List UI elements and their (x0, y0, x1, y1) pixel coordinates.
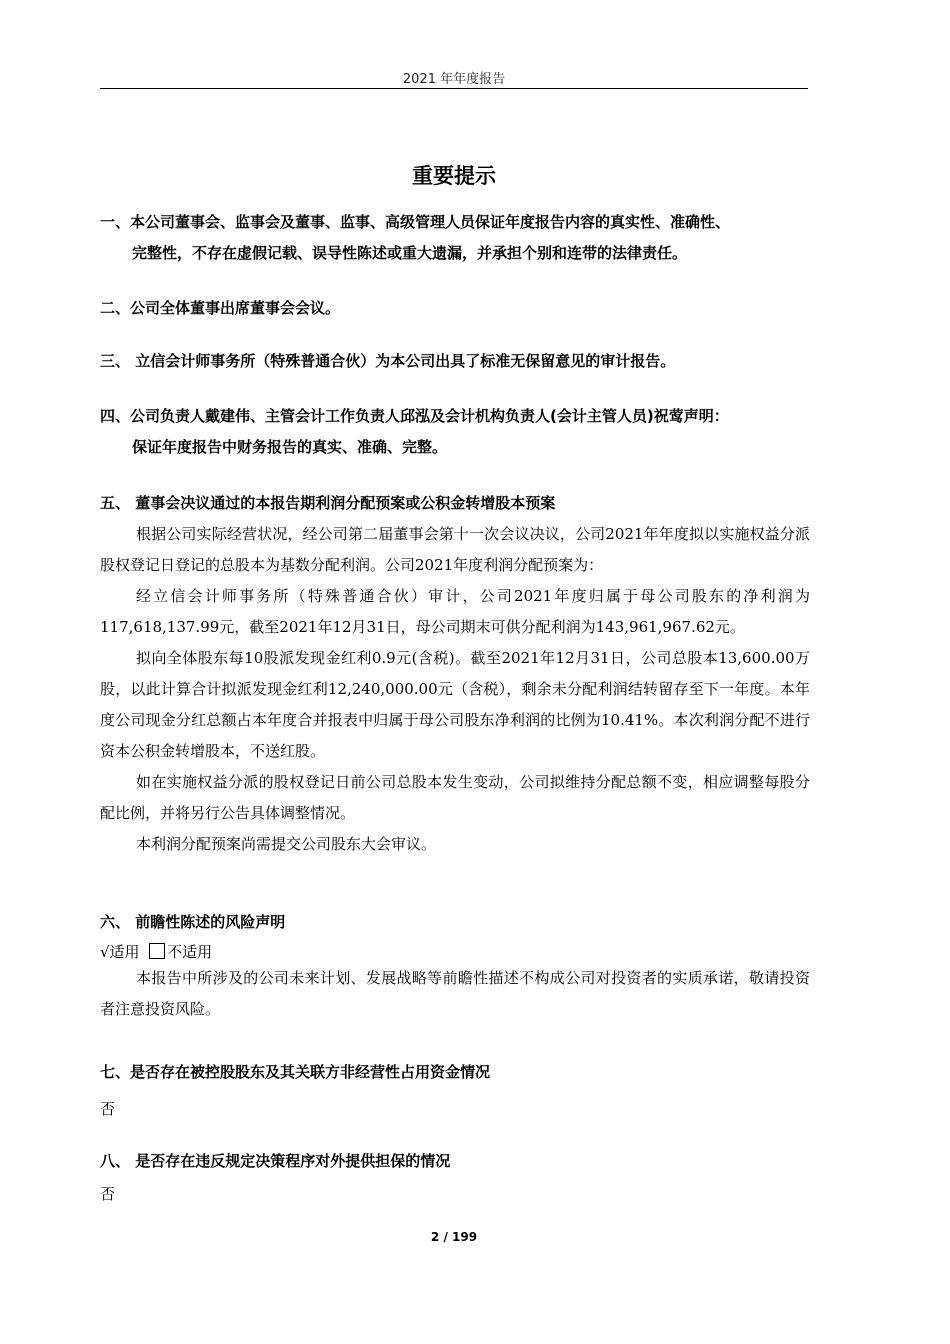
section-5-heading: 五、 董事会决议通过的本报告期利润分配预案或公积金转增股本预案 (100, 494, 556, 512)
section-8-heading: 八、 是否存在违反规定决策程序对外提供担保的情况 (100, 1152, 451, 1170)
section-5-paragraph-1: 根据公司实际经营状况，经公司第二届董事会第十一次会议决议，公司2021年年度拟以实施权益分派股权登记日登记的总股本为基数分配利润。公司2021年度利润分配预案为： (100, 525, 810, 574)
page-number: 2 / 199 (430, 1230, 478, 1244)
section-8 (100, 1146, 810, 1210)
not-applicable-option: 不适用 (167, 943, 213, 961)
header-divider (100, 88, 808, 89)
section-4-line1: 四、公司负责人戴建伟、主管会计工作负责人邱泓及会计机构负责人(会计主管人员)祝莺声明： (100, 407, 729, 425)
page-title: 重要提示 (412, 164, 496, 188)
section-7 (100, 1057, 810, 1125)
section-5-paragraph-2: 经立信会计师事务所（特殊普通合伙）审计，公司2021年度归属于母公司股东的净利润为117,618,137.99元，截至2021年12月31日，母公司期末可供分配利润为143,961,967.62元。 (100, 587, 810, 636)
section-5-paragraph-3: 拟向全体股东每10股派发现金红利0.9元(含税)。截至2021年12月31日，公司总股本13,600.00万股，以此计算合计拟派发现金红利12,240,000.00元（含税），剩余未分配利润结转留存至下一年度。本年度公司现金分红总额占本年度合并报表中归属于母公司股东净利润的比例为10.41%。本次利润分配不进行资本公积金转增股本，不送红股。 (100, 649, 810, 760)
applicable-option: √适用 (100, 943, 140, 961)
section-2 (100, 293, 810, 324)
checkbox-icon (149, 943, 165, 959)
section-3 (100, 346, 810, 377)
section-7-heading: 七、是否存在被控股股东及其关联方非经营性占用资金情况 (100, 1063, 491, 1081)
section-2-line1: 二、公司全体董事出席董事会会议。 (100, 299, 341, 317)
section-5 (100, 488, 810, 860)
section-4 (100, 401, 810, 463)
section-1 (100, 207, 810, 269)
section-6-paragraph-1: 本报告中所涉及的公司未来计划、发展战略等前瞻性描述不构成公司对投资者的实质承诺，敬请投资者注意投资风险。 (100, 969, 810, 1018)
section-6-heading: 六、 前瞻性陈述的风险声明 (100, 913, 286, 931)
section-5-paragraph-4: 如在实施权益分派的股权登记日前公司总股本发生变动，公司拟维持分配总额不变，相应调整每股分配比例，并将另行公告具体调整情况。 (100, 773, 810, 822)
section-7-answer: 否 (100, 1100, 116, 1118)
section-3-line1: 三、 立信会计师事务所（特殊普通合伙）为本公司出具了标准无保留意见的审计报告。 (100, 352, 676, 370)
section-6 (100, 907, 810, 1025)
page-header: 2021 年年度报告 (402, 72, 506, 87)
section-1-line2: 完整性，不存在虚假记载、误导性陈述或重大遗漏，并承担个别和连带的法律责任。 (132, 244, 688, 262)
section-5-paragraph-5: 本利润分配预案尚需提交公司股东大会审议。 (136, 835, 437, 853)
applicability-options (100, 938, 810, 966)
section-1-line1: 一、本公司董事会、监事会及董事、监事、高级管理人员保证年度报告内容的真实性、准确性、 (100, 213, 731, 231)
section-8-answer: 否 (100, 1185, 116, 1203)
section-4-line2: 保证年度报告中财务报告的真实、准确、完整。 (132, 438, 448, 456)
